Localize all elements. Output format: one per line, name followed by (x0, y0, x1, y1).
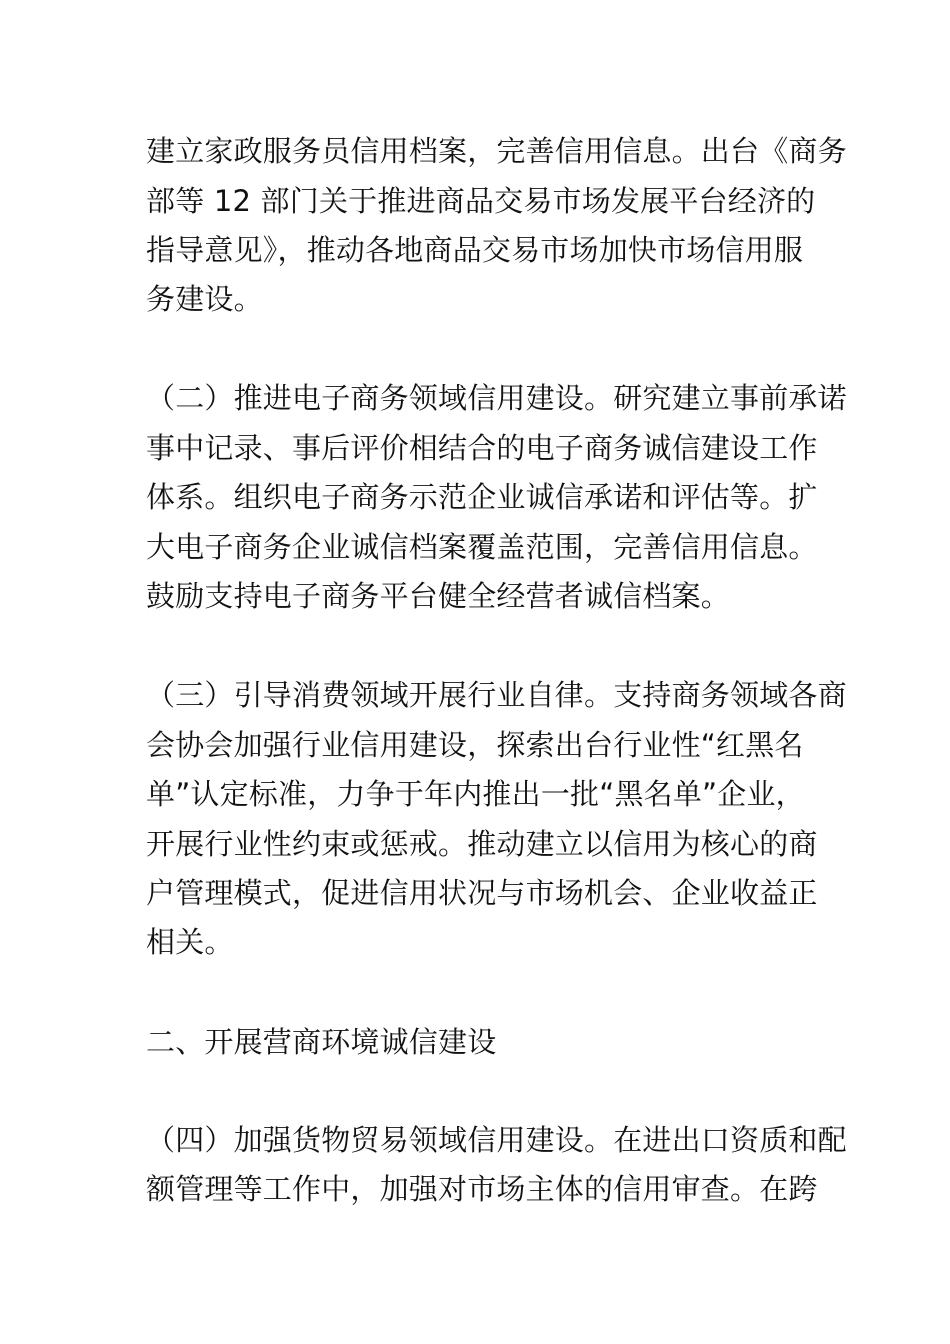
text-line: 单”认定标准，力争于年内推出一批“黑名单”企业， (146, 777, 805, 811)
text-line: 开展行业性约束或惩戒。推动建立以信用为核心的商 (146, 827, 818, 861)
text-line: 鼓励支持电子商务平台健全经营者诚信档案。 (146, 579, 731, 613)
text-line: 二、开展营商环境诚信建设 (146, 1025, 497, 1059)
text-line: 指导意见》，推动各地商品交易市场加快市场信用服 (146, 233, 804, 267)
text-line: 大电子商务企业诚信档案覆盖范围，完善信用信息。 (146, 530, 818, 564)
text-line: 建立家政服务员信用档案，完善信用信息。出台《商务 (146, 134, 847, 168)
text-line: 事中记录、事后评价相结合的电子商务诚信建设工作 (146, 431, 818, 465)
text-line: 户管理模式，促进信用状况与市场机会、企业收益正 (146, 876, 818, 910)
text-line: 会协会加强行业信用建设，探索出台行业性“红黑名 (146, 728, 804, 762)
text-line: 额管理等工作中，加强对市场主体的信用审查。在跨 (146, 1172, 818, 1206)
text-line: （三）引导消费领域开展行业自律。支持商务领域各商 (146, 678, 847, 712)
text-line: （四）加强货物贸易领域信用建设。在进出口资质和配 (146, 1123, 847, 1157)
text-line: （二）推进电子商务领域信用建设。研究建立事前承诺 (146, 381, 847, 415)
text-line: 部等 12 部门关于推进商品交易市场发展平台经济的 (146, 184, 816, 218)
text-line: 体系。组织电子商务示范企业诚信承诺和评估等。扩 (146, 480, 818, 514)
text-line: 相关。 (146, 925, 234, 959)
text-line: 务建设。 (146, 282, 263, 316)
